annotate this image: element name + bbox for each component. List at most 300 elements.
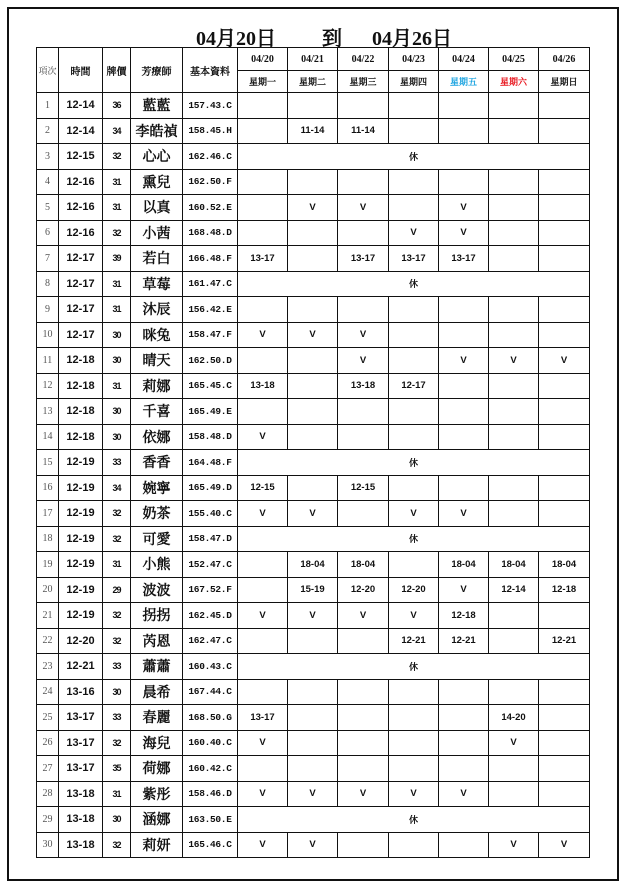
row-index: 16: [37, 475, 59, 501]
row-index: 3: [37, 144, 59, 170]
schedule-cell[interactable]: V: [439, 195, 489, 221]
schedule-cell[interactable]: V: [238, 832, 288, 858]
schedule-cell[interactable]: [439, 730, 489, 756]
schedule-cell[interactable]: [489, 373, 539, 399]
schedule-cell[interactable]: [439, 705, 489, 731]
schedule-cell[interactable]: [539, 424, 590, 450]
schedule-cell[interactable]: [238, 297, 288, 323]
row-therapist-name: 婉寧: [131, 475, 183, 501]
schedule-cell[interactable]: [539, 603, 590, 629]
schedule-cell[interactable]: [288, 348, 338, 374]
schedule-cell[interactable]: [539, 730, 590, 756]
schedule-cell[interactable]: [288, 424, 338, 450]
row-basic-info: 158.48.D: [183, 424, 238, 450]
schedule-cell[interactable]: [288, 705, 338, 731]
row-price: 31: [103, 373, 131, 399]
schedule-cell[interactable]: [288, 246, 338, 272]
schedule-cell[interactable]: 13-17: [338, 246, 389, 272]
schedule-cell[interactable]: [539, 399, 590, 425]
schedule-cell[interactable]: [489, 220, 539, 246]
schedule-cell[interactable]: [389, 679, 439, 705]
table-row: [37, 450, 590, 476]
schedule-cell[interactable]: 13-17: [439, 246, 489, 272]
row-index: 13: [37, 399, 59, 425]
schedule-cell[interactable]: [238, 679, 288, 705]
schedule-cell[interactable]: [338, 730, 389, 756]
row-therapist-name: 小茜: [131, 220, 183, 246]
row-therapist-name: 小熊: [131, 552, 183, 578]
row-price: 30: [103, 399, 131, 425]
schedule-cell[interactable]: V: [288, 195, 338, 221]
table-row: [37, 654, 590, 680]
schedule-cell[interactable]: [338, 756, 389, 782]
header-date-sun: 04/26: [539, 48, 590, 71]
schedule-cell[interactable]: [539, 705, 590, 731]
row-price: 39: [103, 246, 131, 272]
schedule-cell[interactable]: 12-15: [338, 475, 389, 501]
schedule-cell[interactable]: [539, 169, 590, 195]
row-therapist-name: 莉娜: [131, 373, 183, 399]
row-therapist-name: 李皓禎: [131, 118, 183, 144]
table-row: [37, 807, 590, 833]
schedule-cell[interactable]: V: [238, 501, 288, 527]
schedule-cell[interactable]: V: [288, 603, 338, 629]
schedule-cell[interactable]: [439, 93, 489, 119]
schedule-cell[interactable]: [338, 297, 389, 323]
schedule-cell[interactable]: [489, 195, 539, 221]
table-row: [37, 220, 590, 246]
schedule-cell[interactable]: 15-19: [288, 577, 338, 603]
schedule-cell[interactable]: [288, 169, 338, 195]
schedule-cell[interactable]: [489, 322, 539, 348]
schedule-cell[interactable]: [338, 93, 389, 119]
table-row: [37, 424, 590, 450]
row-time: 12-17: [59, 271, 103, 297]
row-time: 12-16: [59, 169, 103, 195]
row-therapist-name: 心心: [131, 144, 183, 170]
schedule-cell[interactable]: [439, 373, 489, 399]
table-row: [37, 501, 590, 527]
schedule-cell[interactable]: [288, 475, 338, 501]
row-price: 30: [103, 322, 131, 348]
schedule-cell[interactable]: V: [389, 501, 439, 527]
table-row: [37, 475, 590, 501]
row-therapist-name: 拐拐: [131, 603, 183, 629]
schedule-cell[interactable]: [539, 195, 590, 221]
row-time: 12-21: [59, 654, 103, 680]
row-time: 12-19: [59, 577, 103, 603]
schedule-cell[interactable]: [539, 475, 590, 501]
row-time: 13-17: [59, 730, 103, 756]
schedule-cell[interactable]: [389, 475, 439, 501]
row-index: 6: [37, 220, 59, 246]
row-price: 33: [103, 705, 131, 731]
row-index: 12: [37, 373, 59, 399]
schedule-cell[interactable]: V: [489, 730, 539, 756]
schedule-cell[interactable]: [288, 220, 338, 246]
schedule-cell[interactable]: [439, 399, 489, 425]
schedule-cell[interactable]: V: [389, 781, 439, 807]
schedule-cell[interactable]: [338, 220, 389, 246]
schedule-cell[interactable]: [338, 628, 389, 654]
row-index: 1: [37, 93, 59, 119]
schedule-cell[interactable]: V: [288, 322, 338, 348]
table-row: [37, 603, 590, 629]
schedule-cell[interactable]: [389, 730, 439, 756]
schedule-cell[interactable]: [288, 756, 338, 782]
row-price: 31: [103, 552, 131, 578]
header-weekday-tue: 星期二: [288, 71, 338, 93]
schedule-cell[interactable]: V: [439, 577, 489, 603]
schedule-cell[interactable]: 11-14: [338, 118, 389, 144]
header-weekday-mon: 星期一: [238, 71, 288, 93]
schedule-cell[interactable]: [288, 730, 338, 756]
schedule-cell[interactable]: 13-18: [238, 373, 288, 399]
row-index: 11: [37, 348, 59, 374]
row-basic-info: 156.42.E: [183, 297, 238, 323]
schedule-cell[interactable]: [389, 348, 439, 374]
row-price: 36: [103, 93, 131, 119]
schedule-cell[interactable]: [539, 322, 590, 348]
row-therapist-name: 春麗: [131, 705, 183, 731]
header-price: 牌價: [103, 48, 131, 93]
schedule-cell[interactable]: [489, 781, 539, 807]
schedule-cell[interactable]: [338, 705, 389, 731]
row-basic-info: 152.47.C: [183, 552, 238, 578]
schedule-cell[interactable]: V: [338, 348, 389, 374]
schedule-cell[interactable]: [489, 297, 539, 323]
row-therapist-name: 若白: [131, 246, 183, 272]
row-price: 29: [103, 577, 131, 603]
schedule-cell[interactable]: [389, 322, 439, 348]
schedule-cell[interactable]: [238, 628, 288, 654]
row-therapist-name: 波波: [131, 577, 183, 603]
row-basic-info: 160.40.C: [183, 730, 238, 756]
day-off-cell: 休: [238, 526, 590, 552]
row-price: 32: [103, 603, 131, 629]
row-basic-info: 165.49.E: [183, 399, 238, 425]
row-time: 13-17: [59, 705, 103, 731]
schedule-cell[interactable]: [539, 501, 590, 527]
schedule-cell[interactable]: [489, 756, 539, 782]
row-basic-info: 165.46.C: [183, 832, 238, 858]
row-basic-info: 162.45.D: [183, 603, 238, 629]
row-time: 12-17: [59, 322, 103, 348]
row-price: 34: [103, 475, 131, 501]
row-therapist-name: 芮恩: [131, 628, 183, 654]
row-basic-info: 162.50.D: [183, 348, 238, 374]
day-off-cell: 休: [238, 144, 590, 170]
schedule-cell[interactable]: 12-21: [539, 628, 590, 654]
schedule-cell[interactable]: [288, 399, 338, 425]
row-basic-info: 158.47.F: [183, 322, 238, 348]
row-therapist-name: 藍藍: [131, 93, 183, 119]
schedule-cell[interactable]: [489, 501, 539, 527]
schedule-cell[interactable]: [338, 679, 389, 705]
row-therapist-name: 可愛: [131, 526, 183, 552]
schedule-cell[interactable]: [338, 424, 389, 450]
row-index: 2: [37, 118, 59, 144]
schedule-cell[interactable]: [288, 679, 338, 705]
schedule-cell[interactable]: 13-17: [238, 705, 288, 731]
schedule-cell[interactable]: [539, 297, 590, 323]
schedule-cell[interactable]: V: [389, 603, 439, 629]
schedule-cell[interactable]: [489, 603, 539, 629]
schedule-cell[interactable]: [439, 424, 489, 450]
schedule-cell[interactable]: V: [338, 603, 389, 629]
schedule-cell[interactable]: [439, 322, 489, 348]
schedule-cell[interactable]: V: [439, 220, 489, 246]
schedule-cell[interactable]: 12-15: [238, 475, 288, 501]
schedule-cell[interactable]: [489, 679, 539, 705]
schedule-table: [36, 47, 590, 858]
table-row: [37, 271, 590, 297]
schedule-cell[interactable]: 12-20: [338, 577, 389, 603]
row-basic-info: 165.45.C: [183, 373, 238, 399]
schedule-cell[interactable]: V: [539, 832, 590, 858]
schedule-cell[interactable]: 13-18: [338, 373, 389, 399]
row-time: 12-15: [59, 144, 103, 170]
row-index: 8: [37, 271, 59, 297]
schedule-cell[interactable]: [238, 169, 288, 195]
schedule-cell[interactable]: [489, 399, 539, 425]
row-time: 12-17: [59, 297, 103, 323]
row-index: 25: [37, 705, 59, 731]
schedule-cell[interactable]: [439, 118, 489, 144]
schedule-cell[interactable]: V: [389, 220, 439, 246]
schedule-cell[interactable]: [389, 832, 439, 858]
schedule-cell[interactable]: V: [439, 501, 489, 527]
row-time: 12-19: [59, 475, 103, 501]
row-price: 31: [103, 297, 131, 323]
schedule-cell[interactable]: [539, 679, 590, 705]
schedule-cell[interactable]: [489, 246, 539, 272]
table-row: [37, 705, 590, 731]
schedule-cell[interactable]: [439, 679, 489, 705]
schedule-cell[interactable]: [439, 297, 489, 323]
row-time: 13-16: [59, 679, 103, 705]
row-therapist-name: 蕭蕭: [131, 654, 183, 680]
row-index: 20: [37, 577, 59, 603]
row-index: 7: [37, 246, 59, 272]
row-price: 30: [103, 679, 131, 705]
row-basic-info: 157.43.C: [183, 93, 238, 119]
row-therapist-name: 以真: [131, 195, 183, 221]
day-off-cell: 休: [238, 271, 590, 297]
schedule-cell[interactable]: [238, 93, 288, 119]
schedule-cell[interactable]: [288, 373, 338, 399]
row-index: 17: [37, 501, 59, 527]
row-time: 12-18: [59, 424, 103, 450]
schedule-cell[interactable]: V: [238, 603, 288, 629]
schedule-cell[interactable]: V: [238, 424, 288, 450]
table-row: [37, 552, 590, 578]
schedule-cell[interactable]: [539, 756, 590, 782]
schedule-cell[interactable]: V: [439, 781, 489, 807]
header-weekday-sat: 星期六: [489, 71, 539, 93]
schedule-cell[interactable]: [238, 552, 288, 578]
row-time: 12-17: [59, 246, 103, 272]
schedule-cell[interactable]: 12-18: [439, 603, 489, 629]
row-time: 13-18: [59, 781, 103, 807]
row-therapist-name: 晨希: [131, 679, 183, 705]
schedule-cell[interactable]: [539, 93, 590, 119]
schedule-cell[interactable]: 12-21: [439, 628, 489, 654]
row-index: 27: [37, 756, 59, 782]
header-date-mon: 04/20: [238, 48, 288, 71]
schedule-cell[interactable]: [489, 93, 539, 119]
row-time: 13-18: [59, 832, 103, 858]
schedule-cell[interactable]: [338, 169, 389, 195]
schedule-cell[interactable]: [238, 220, 288, 246]
schedule-cell[interactable]: [238, 118, 288, 144]
schedule-cell[interactable]: [389, 297, 439, 323]
schedule-cell[interactable]: [489, 628, 539, 654]
row-time: 12-19: [59, 450, 103, 476]
schedule-cell[interactable]: 13-17: [238, 246, 288, 272]
row-price: 33: [103, 450, 131, 476]
row-index: 26: [37, 730, 59, 756]
header-index: 項次: [37, 48, 59, 93]
schedule-cell[interactable]: V: [338, 781, 389, 807]
schedule-cell[interactable]: [238, 756, 288, 782]
row-basic-info: 158.47.D: [183, 526, 238, 552]
schedule-cell[interactable]: V: [238, 781, 288, 807]
schedule-cell[interactable]: [439, 832, 489, 858]
schedule-cell[interactable]: V: [338, 322, 389, 348]
schedule-cell[interactable]: V: [489, 348, 539, 374]
row-basic-info: 155.40.C: [183, 501, 238, 527]
table-row: [37, 348, 590, 374]
schedule-cell[interactable]: [539, 118, 590, 144]
schedule-cell[interactable]: [288, 628, 338, 654]
row-time: 12-19: [59, 501, 103, 527]
schedule-cell[interactable]: V: [238, 730, 288, 756]
schedule-cell[interactable]: [238, 348, 288, 374]
schedule-cell[interactable]: 18-04: [439, 552, 489, 578]
schedule-cell[interactable]: [288, 297, 338, 323]
row-basic-info: 165.49.D: [183, 475, 238, 501]
schedule-cell[interactable]: 11-14: [288, 118, 338, 144]
schedule-cell[interactable]: [389, 93, 439, 119]
row-basic-info: 167.44.C: [183, 679, 238, 705]
row-index: 19: [37, 552, 59, 578]
schedule-cell[interactable]: V: [338, 195, 389, 221]
table-row: [37, 93, 590, 119]
table-row: [37, 195, 590, 221]
schedule-cell[interactable]: [338, 399, 389, 425]
schedule-cell[interactable]: [389, 195, 439, 221]
row-time: 12-14: [59, 118, 103, 144]
row-basic-info: 164.48.F: [183, 450, 238, 476]
header-date-thu: 04/23: [389, 48, 439, 71]
schedule-cell[interactable]: [389, 756, 439, 782]
row-basic-info: 161.47.C: [183, 271, 238, 297]
table-row: [37, 628, 590, 654]
schedule-cell[interactable]: [389, 399, 439, 425]
day-off-cell: 休: [238, 450, 590, 476]
row-basic-info: 162.47.C: [183, 628, 238, 654]
schedule-cell[interactable]: [389, 552, 439, 578]
schedule-cell[interactable]: [389, 169, 439, 195]
row-therapist-name: 千喜: [131, 399, 183, 425]
schedule-cell[interactable]: [539, 246, 590, 272]
row-therapist-name: 依娜: [131, 424, 183, 450]
row-time: 12-19: [59, 526, 103, 552]
schedule-cell[interactable]: [338, 501, 389, 527]
row-index: 18: [37, 526, 59, 552]
schedule-cell[interactable]: 12-20: [389, 577, 439, 603]
schedule-cell[interactable]: 18-04: [338, 552, 389, 578]
schedule-cell[interactable]: V: [539, 348, 590, 374]
schedule-cell[interactable]: V: [288, 781, 338, 807]
schedule-cell[interactable]: 12-14: [489, 577, 539, 603]
schedule-cell[interactable]: 12-21: [389, 628, 439, 654]
row-index: 21: [37, 603, 59, 629]
header-weekday-thu: 星期四: [389, 71, 439, 93]
row-basic-info: 158.46.D: [183, 781, 238, 807]
schedule-cell[interactable]: [238, 577, 288, 603]
table-row: [37, 246, 590, 272]
schedule-cell[interactable]: [489, 475, 539, 501]
schedule-cell[interactable]: [539, 781, 590, 807]
schedule-cell[interactable]: [238, 195, 288, 221]
schedule-cell[interactable]: [539, 373, 590, 399]
row-price: 32: [103, 220, 131, 246]
row-price: 34: [103, 118, 131, 144]
schedule-cell[interactable]: [439, 169, 489, 195]
schedule-cell[interactable]: V: [288, 832, 338, 858]
schedule-cell[interactable]: 18-04: [489, 552, 539, 578]
schedule-cell[interactable]: [238, 399, 288, 425]
row-price: 31: [103, 195, 131, 221]
header-therapist: 芳療師: [131, 48, 183, 93]
table-row: [37, 297, 590, 323]
schedule-cell[interactable]: [489, 118, 539, 144]
row-index: 9: [37, 297, 59, 323]
schedule-cell[interactable]: V: [439, 348, 489, 374]
schedule-cell[interactable]: 12-18: [539, 577, 590, 603]
schedule-cell[interactable]: 12-17: [389, 373, 439, 399]
row-index: 28: [37, 781, 59, 807]
schedule-cell[interactable]: [389, 424, 439, 450]
row-therapist-name: 紫彤: [131, 781, 183, 807]
schedule-cell[interactable]: 13-17: [389, 246, 439, 272]
schedule-cell[interactable]: [288, 93, 338, 119]
day-off-cell: 休: [238, 654, 590, 680]
schedule-cell[interactable]: [489, 424, 539, 450]
schedule-cell[interactable]: [389, 118, 439, 144]
schedule-cell[interactable]: V: [288, 501, 338, 527]
table-row: [37, 577, 590, 603]
row-index: 15: [37, 450, 59, 476]
schedule-cell[interactable]: [439, 756, 489, 782]
schedule-cell[interactable]: 18-04: [539, 552, 590, 578]
schedule-cell[interactable]: [489, 169, 539, 195]
schedule-body: [37, 93, 590, 858]
schedule-cell[interactable]: 18-04: [288, 552, 338, 578]
schedule-cell[interactable]: V: [238, 322, 288, 348]
schedule-cell[interactable]: 14-20: [489, 705, 539, 731]
table-row: [37, 526, 590, 552]
row-price: 32: [103, 628, 131, 654]
schedule-cell[interactable]: [539, 220, 590, 246]
row-price: 32: [103, 144, 131, 170]
schedule-cell[interactable]: V: [489, 832, 539, 858]
schedule-cell[interactable]: [389, 705, 439, 731]
schedule-cell[interactable]: [439, 475, 489, 501]
schedule-cell[interactable]: [338, 832, 389, 858]
